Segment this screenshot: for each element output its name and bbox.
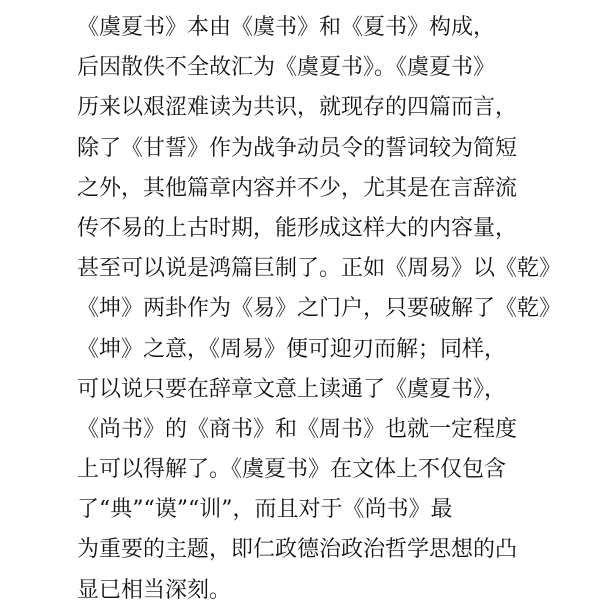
text-line: 了“典”“谟”“训”，而且对于《尚书》最 bbox=[77, 497, 453, 523]
text-line: 历来以艰涩难读为共识，就现存的四篇而言， bbox=[77, 95, 518, 121]
text-line: 上可以得解了。《虞夏书》在文体上不仅包含 bbox=[77, 457, 507, 483]
text-line: 可以说只要在辞章文意上读通了《虞夏书》， bbox=[77, 376, 507, 402]
text-line: 为重要的主题，即仁政德治政治哲学思想的凸 bbox=[77, 537, 518, 563]
text-line: 《尚书》的《商书》和《周书》也就一定程度 bbox=[77, 416, 518, 442]
text-line: 《虞夏书》本由《虞书》和《夏书》构成， bbox=[77, 15, 496, 40]
text-line: 甚至可以说是鸿篇巨制了。正如《周易》以《乾》 bbox=[77, 256, 562, 282]
paragraph bbox=[77, 8, 562, 611]
text-line: 后因散佚不全故汇为《虞夏书》。《虞夏书》 bbox=[77, 55, 496, 81]
text-line: 除了《甘誓》作为战争动员令的誓词较为简短 bbox=[77, 135, 518, 161]
text-line: 《坤》两卦作为《易》之门户，只要破解了《乾》 bbox=[77, 296, 562, 322]
text-line: 之外，其他篇章内容并不少，尤其是在言辞流 bbox=[77, 175, 518, 201]
text-line: 显已相当深刻。 bbox=[77, 577, 232, 603]
text-line: 传不易的上古时期，能形成这样大的内容量， bbox=[77, 215, 518, 241]
text-line: 《坤》之意，《周易》便可迎刃而解；同样， bbox=[77, 336, 507, 362]
